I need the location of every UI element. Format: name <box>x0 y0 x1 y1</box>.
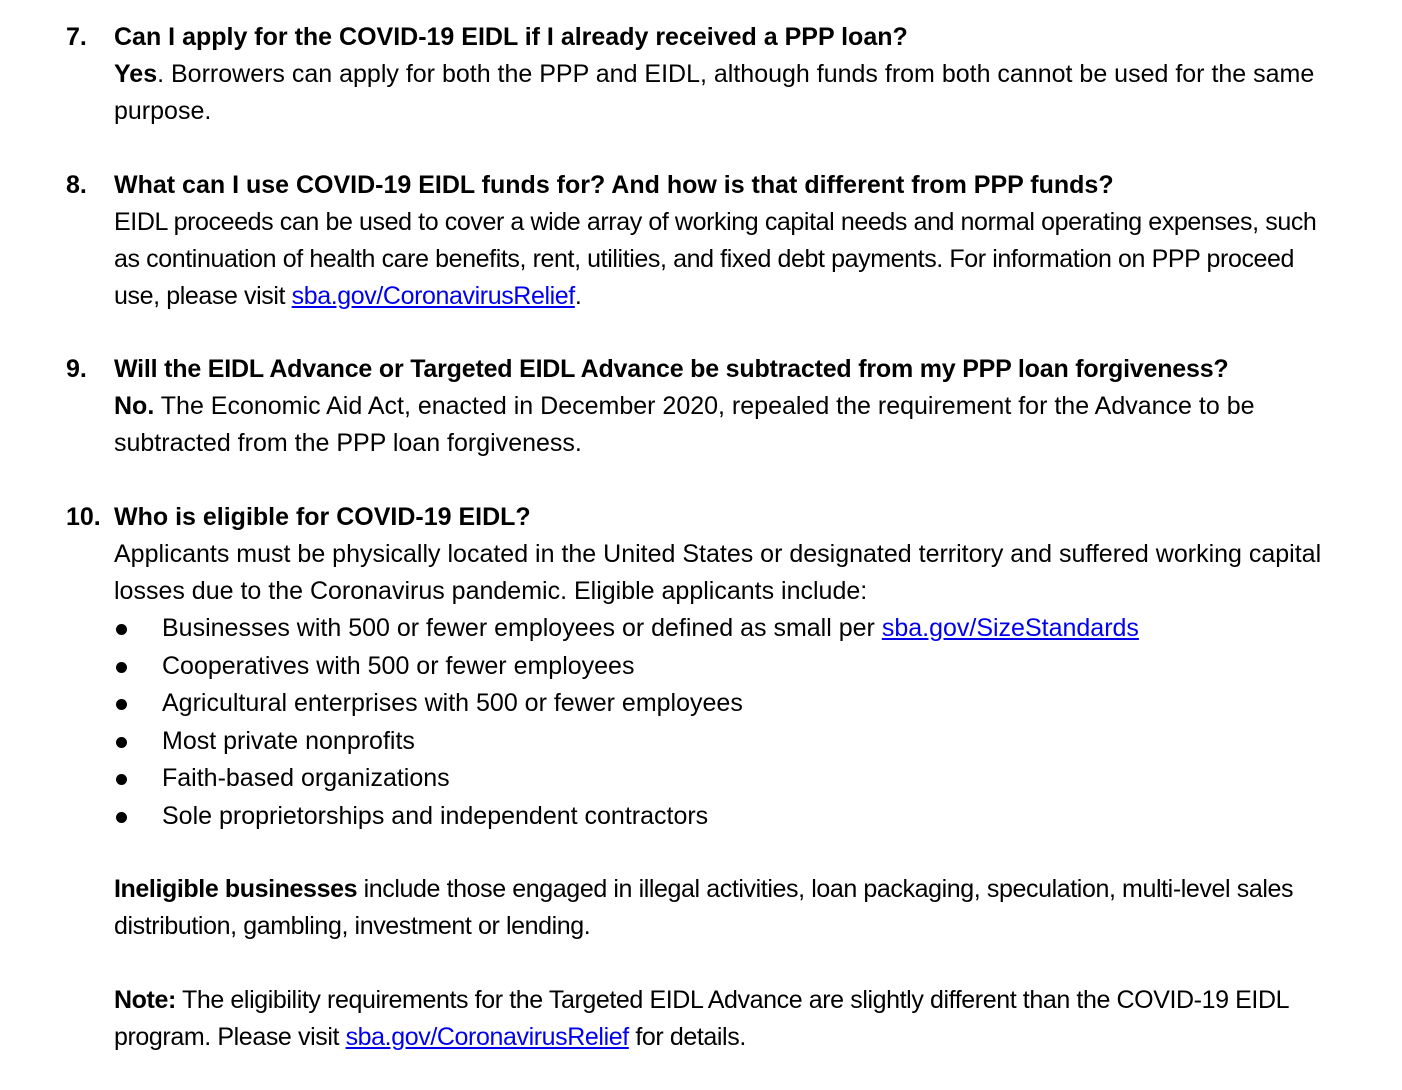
faq-question: Will the EIDL Advance or Targeted EIDL Advance be subtracted from my PPP loan forgiveness? <box>114 355 1229 383</box>
faq-number: 10. <box>66 503 101 531</box>
faq-question: What can I use COVID-19 EIDL funds for? And how is that different from PPP funds? <box>114 171 1114 199</box>
answer-text: EIDL proceeds can be used to cover a wide array of working capital needs and normal operating expenses, such as continuation of health care benefits, rent, utilities, and fixed debt payments. For information on PPP proceed use, please visit <box>114 208 1317 310</box>
answer-lead: Yes <box>114 60 158 88</box>
bullet-icon <box>116 699 127 710</box>
note-lead: Note: <box>114 986 176 1014</box>
faq-number: 7. <box>66 23 87 51</box>
answer-text: The Economic Aid Act, enacted in December 2020, repealed the requirement for the Advance to be subtracted from the PPP loan forgiveness. <box>114 392 1255 457</box>
bullet-icon <box>116 737 127 748</box>
eligible-applicants-list <box>114 610 1334 836</box>
list-item <box>114 648 1334 686</box>
faq-answer <box>114 388 1334 462</box>
list-item-text: Businesses with 500 or fewer employees or defined as small per <box>162 614 882 642</box>
ineligible-text: include those engaged in illegal activities, loan packaging, speculation, multi-level sales distribution, gambling, investment or lending. <box>114 875 1294 940</box>
answer-text: Applicants must be physically located in the United States or designated territory and suffered working capital losses due to the Coronavirus pandemic. Eligible applicants include: <box>114 540 1322 605</box>
size-standards-link[interactable]: sba.gov/SizeStandards <box>881 614 1139 642</box>
bullet-icon <box>116 774 127 785</box>
coronavirus-relief-link[interactable]: sba.gov/CoronavirusRelief <box>291 282 575 310</box>
coronavirus-relief-link[interactable]: sba.gov/CoronavirusRelief <box>345 1023 629 1051</box>
ineligible-paragraph <box>114 871 1334 945</box>
list-item-text: Most private nonprofits <box>162 726 415 755</box>
list-item <box>114 685 1334 723</box>
answer-end: . <box>574 282 582 310</box>
list-item-text: Sole proprietorships and independent contractors <box>162 801 709 830</box>
list-item-text: Agricultural enterprises with 500 or fewer employees <box>162 689 743 718</box>
faq-number: 8. <box>66 171 87 199</box>
note-end: for details. <box>628 1023 746 1051</box>
bullet-icon <box>116 662 127 673</box>
faq-number: 9. <box>66 355 87 383</box>
faq-answer <box>114 204 1334 315</box>
answer-text: . Borrowers can apply for both the PPP and EIDL, although funds from both cannot be used for the same purpose. <box>114 60 1315 125</box>
bullet-icon <box>116 624 127 635</box>
bullet-icon <box>116 812 127 823</box>
note-paragraph <box>114 982 1334 1056</box>
list-item <box>114 798 1334 836</box>
note-text: The eligibility requirements for the Targeted EIDL Advance are slightly different than the COVID-19 EIDL program. Please visit <box>114 986 1289 1051</box>
ineligible-lead: Ineligible businesses <box>114 875 358 903</box>
list-item-text: Cooperatives with 500 or fewer employees <box>162 651 635 680</box>
faq-answer <box>114 56 1334 130</box>
faq-question: Can I apply for the COVID-19 EIDL if I already received a PPP loan? <box>114 23 908 51</box>
faq-question: Who is eligible for COVID-19 EIDL? <box>114 503 531 531</box>
list-item <box>114 610 1334 648</box>
answer-lead: No. <box>114 392 155 420</box>
list-item <box>114 760 1334 798</box>
list-item <box>114 723 1334 761</box>
list-item-text: Faith-based organizations <box>162 764 450 793</box>
faq-answer <box>114 536 1334 610</box>
